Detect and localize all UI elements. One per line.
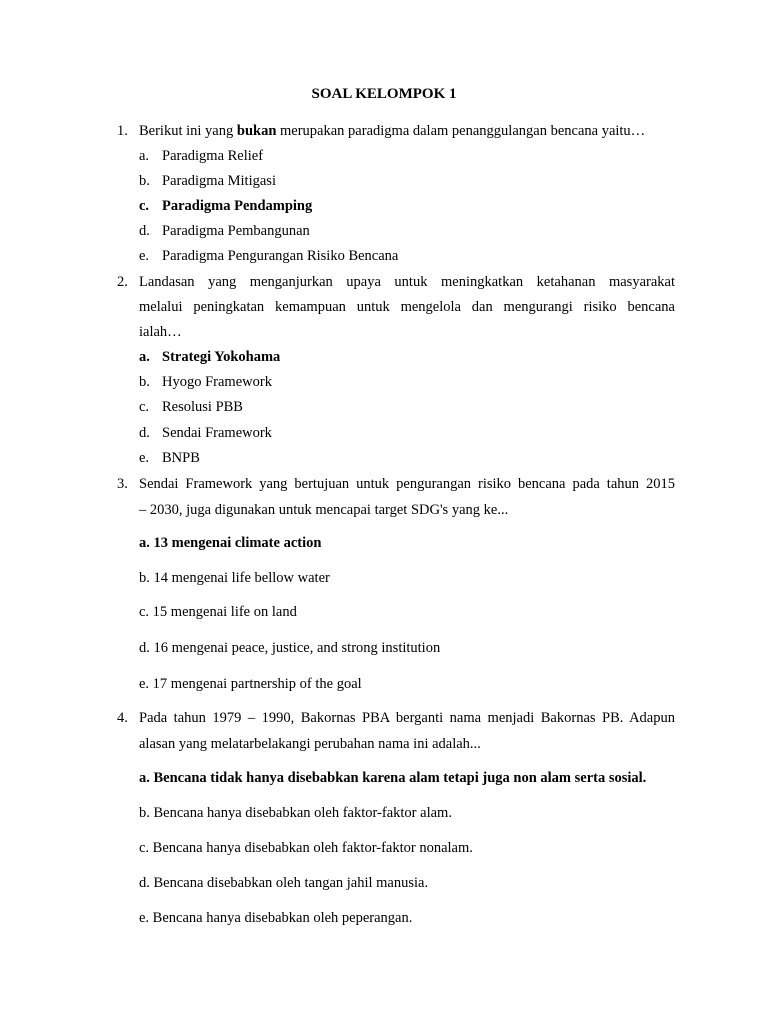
option: c. Bencana hanya disebabkan oleh faktor-faktor nonalam. [139, 840, 473, 856]
question-number: 1. [117, 123, 128, 139]
option-letter: d. [139, 223, 150, 239]
question-text: Berikut ini yang bukan merupakan paradigma dalam penanggulangan bencana yaitu… [139, 123, 646, 139]
question-text-line: alasan yang melatarbelakangi perubahan nama ini adalah... [139, 736, 481, 752]
option-letter: b. [139, 173, 150, 189]
option-text: Sendai Framework [162, 425, 272, 441]
question-text-line: Sendai Framework yang bertujuan untuk pengurangan risiko bencana pada tahun 2015 [139, 476, 675, 492]
option-correct: a. 13 mengenai climate action [139, 535, 322, 551]
option-text-correct: Strategi Yokohama [162, 349, 281, 365]
question-text-line: – 2030, juga digunakan untuk mencapai target SDG's yang ke... [139, 502, 509, 518]
option-correct: a. Bencana tidak hanya disebabkan karena alam tetapi juga non alam serta sosial. [139, 770, 647, 786]
option: b. Bencana hanya disebabkan oleh faktor-faktor alam. [139, 805, 452, 821]
option-text: Resolusi PBB [162, 399, 243, 415]
option-letter: c. [139, 399, 150, 415]
question-number: 3. [117, 476, 128, 492]
question-text-line: ialah… [139, 324, 182, 340]
option-letter: d. [139, 425, 150, 441]
option: c. 15 mengenai life on land [139, 604, 297, 620]
question-number: 4. [117, 710, 128, 726]
option-text: Paradigma Pembangunan [162, 223, 310, 239]
option-text: Paradigma Relief [162, 148, 264, 164]
option-letter: e. [139, 450, 150, 466]
question-text-line: Landasan yang menganjurkan upaya untuk meningkatkan ketahanan masyarakat [139, 274, 675, 290]
option: b. 14 mengenai life bellow water [139, 570, 330, 586]
option-letter: b. [139, 374, 150, 390]
page-title: SOAL KELOMPOK 1 [311, 86, 457, 102]
option-text: Paradigma Mitigasi [162, 173, 276, 189]
option-text: Hyogo Framework [162, 374, 272, 390]
option-text-correct: Paradigma Pendamping [162, 198, 313, 214]
option-letter: e. [139, 248, 150, 264]
option: d. 16 mengenai peace, justice, and strong institution [139, 640, 441, 656]
option: e. Bencana hanya disebabkan oleh peperangan. [139, 910, 413, 926]
option: e. 17 mengenai partnership of the goal [139, 676, 362, 692]
option: d. Bencana disebabkan oleh tangan jahil manusia. [139, 875, 429, 891]
option-text: Paradigma Pengurangan Risiko Bencana [162, 248, 399, 264]
emphasis: bukan [236, 123, 277, 139]
question-text-line: Pada tahun 1979 – 1990, Bakornas PBA berganti nama menjadi Bakornas PB. Adapun [139, 710, 675, 726]
option-text: BNPB [162, 450, 200, 466]
question-number: 2. [117, 274, 128, 290]
question-text-line: melalui peningkatan kemampuan untuk mengelola dan mengurangi risiko bencana [139, 299, 675, 315]
option-letter-correct: a. [139, 349, 150, 365]
option-letter-correct: c. [139, 198, 150, 214]
option-letter: a. [139, 148, 150, 164]
